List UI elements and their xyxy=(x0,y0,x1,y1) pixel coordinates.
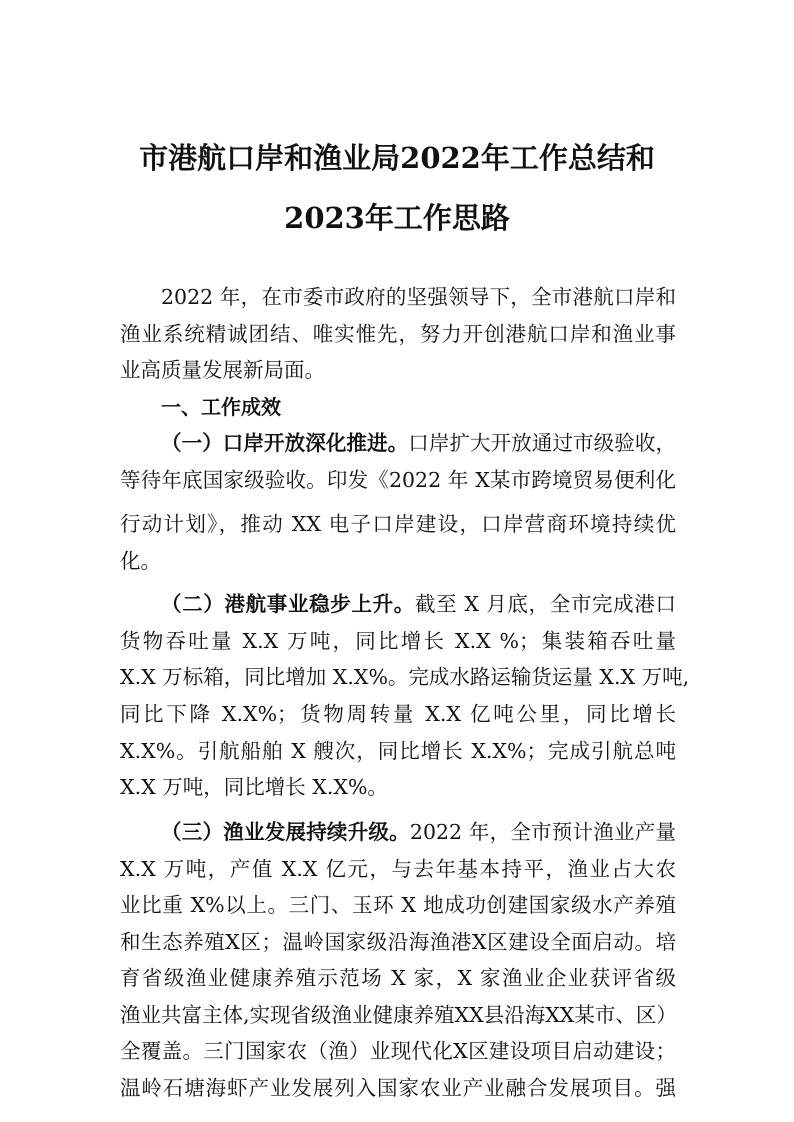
text-line xyxy=(120,773,676,801)
text-line xyxy=(120,510,676,538)
line-text: 渔业共富主体,实现省级渔业健康养殖XX县沿海XX某市、区） xyxy=(120,1003,677,1027)
paragraph-lead: （一）口岸开放深化推进。 xyxy=(161,431,409,455)
text-line xyxy=(120,928,676,956)
line-text: 同比下降 X.X%；货物周转量 X.X 亿吨公里，同比增长 xyxy=(120,702,676,726)
text-line xyxy=(120,547,676,575)
text-line xyxy=(120,356,676,384)
line-text: 货物吞吐量 X.X 万吨，同比增长 X.X %；集装箱吞吐量 xyxy=(120,629,676,653)
line-text: 等待年底国家级验收。印发《2022 年 X某市跨境贸易便利化 xyxy=(120,468,676,492)
text-line xyxy=(120,663,690,691)
line-text: 2022 年，在市委市政府的坚强领导下，全市港航口岸和 xyxy=(161,285,676,309)
line-text: 全覆盖。三门国家农（渔）业现代化X区建设项目启动建设； xyxy=(120,1039,676,1063)
section-heading xyxy=(161,393,676,421)
line-text: 业比重 X%以上。三门、玉环 X 地成功创建国家级水产养殖 xyxy=(120,893,676,917)
line-text: 温岭石塘海虾产业发展列入国家农业产业融合发展项目。强 xyxy=(120,1076,676,1100)
line-text: X.X%。引航船舶 X 艘次，同比增长 X.X%；完成引航总吨 xyxy=(120,739,676,763)
text-line xyxy=(161,283,676,311)
line-text: X.X 万吨，同比增长 X.X%。 xyxy=(120,775,388,799)
line-text: 口岸扩大开放通过市级验收， xyxy=(408,431,676,455)
text-line xyxy=(120,891,676,919)
line-text: 渔业系统精诚团结、唯实惟先，努力开创港航口岸和渔业事 xyxy=(120,322,676,346)
text-line xyxy=(120,700,676,728)
paragraph-lead: （三）渔业发展持续升级。 xyxy=(161,820,410,844)
line-text: 截至 X 月底，全市完成港口 xyxy=(414,592,676,616)
text-line xyxy=(120,964,676,992)
line-text: X.X 万吨，产值 X.X 亿元，与去年基本持平，渔业占大农 xyxy=(120,857,676,881)
text-line xyxy=(161,818,676,846)
text-line xyxy=(120,1037,676,1065)
text-line xyxy=(120,1074,676,1102)
text-line xyxy=(120,737,676,765)
text-line xyxy=(120,1001,676,1029)
text-line xyxy=(161,429,676,457)
document-title-line-2: 2023年工作思路 xyxy=(284,201,510,235)
paragraph-lead: （二）港航事业稳步上升。 xyxy=(161,592,415,616)
line-text: 育省级渔业健康养殖示范场 X 家，X 家渔业企业获评省级 xyxy=(120,966,676,990)
line-text: 业高质量发展新局面。 xyxy=(120,358,325,382)
text-line xyxy=(120,855,676,883)
text-line xyxy=(120,627,676,655)
line-text: 2022 年，全市预计渔业产量 xyxy=(409,820,677,844)
text-line xyxy=(120,466,676,494)
text-line xyxy=(161,590,676,618)
document-title-line-1: 市港航口岸和渔业局2022年工作总结和 xyxy=(139,141,655,175)
line-text: 化。 xyxy=(120,549,161,573)
line-text: 一、工作成效 xyxy=(161,395,281,419)
text-line xyxy=(120,320,676,348)
line-text: X.X 万标箱，同比增加 X.X%。完成水路运输货运量 X.X 万吨, xyxy=(120,665,690,689)
line-text: 行动计划》，推动 XX 电子口岸建设，口岸营商环境持续优 xyxy=(120,512,676,536)
line-text: 和生态养殖X区；温岭国家级沿海渔港X区建设全面启动。培 xyxy=(120,930,676,954)
